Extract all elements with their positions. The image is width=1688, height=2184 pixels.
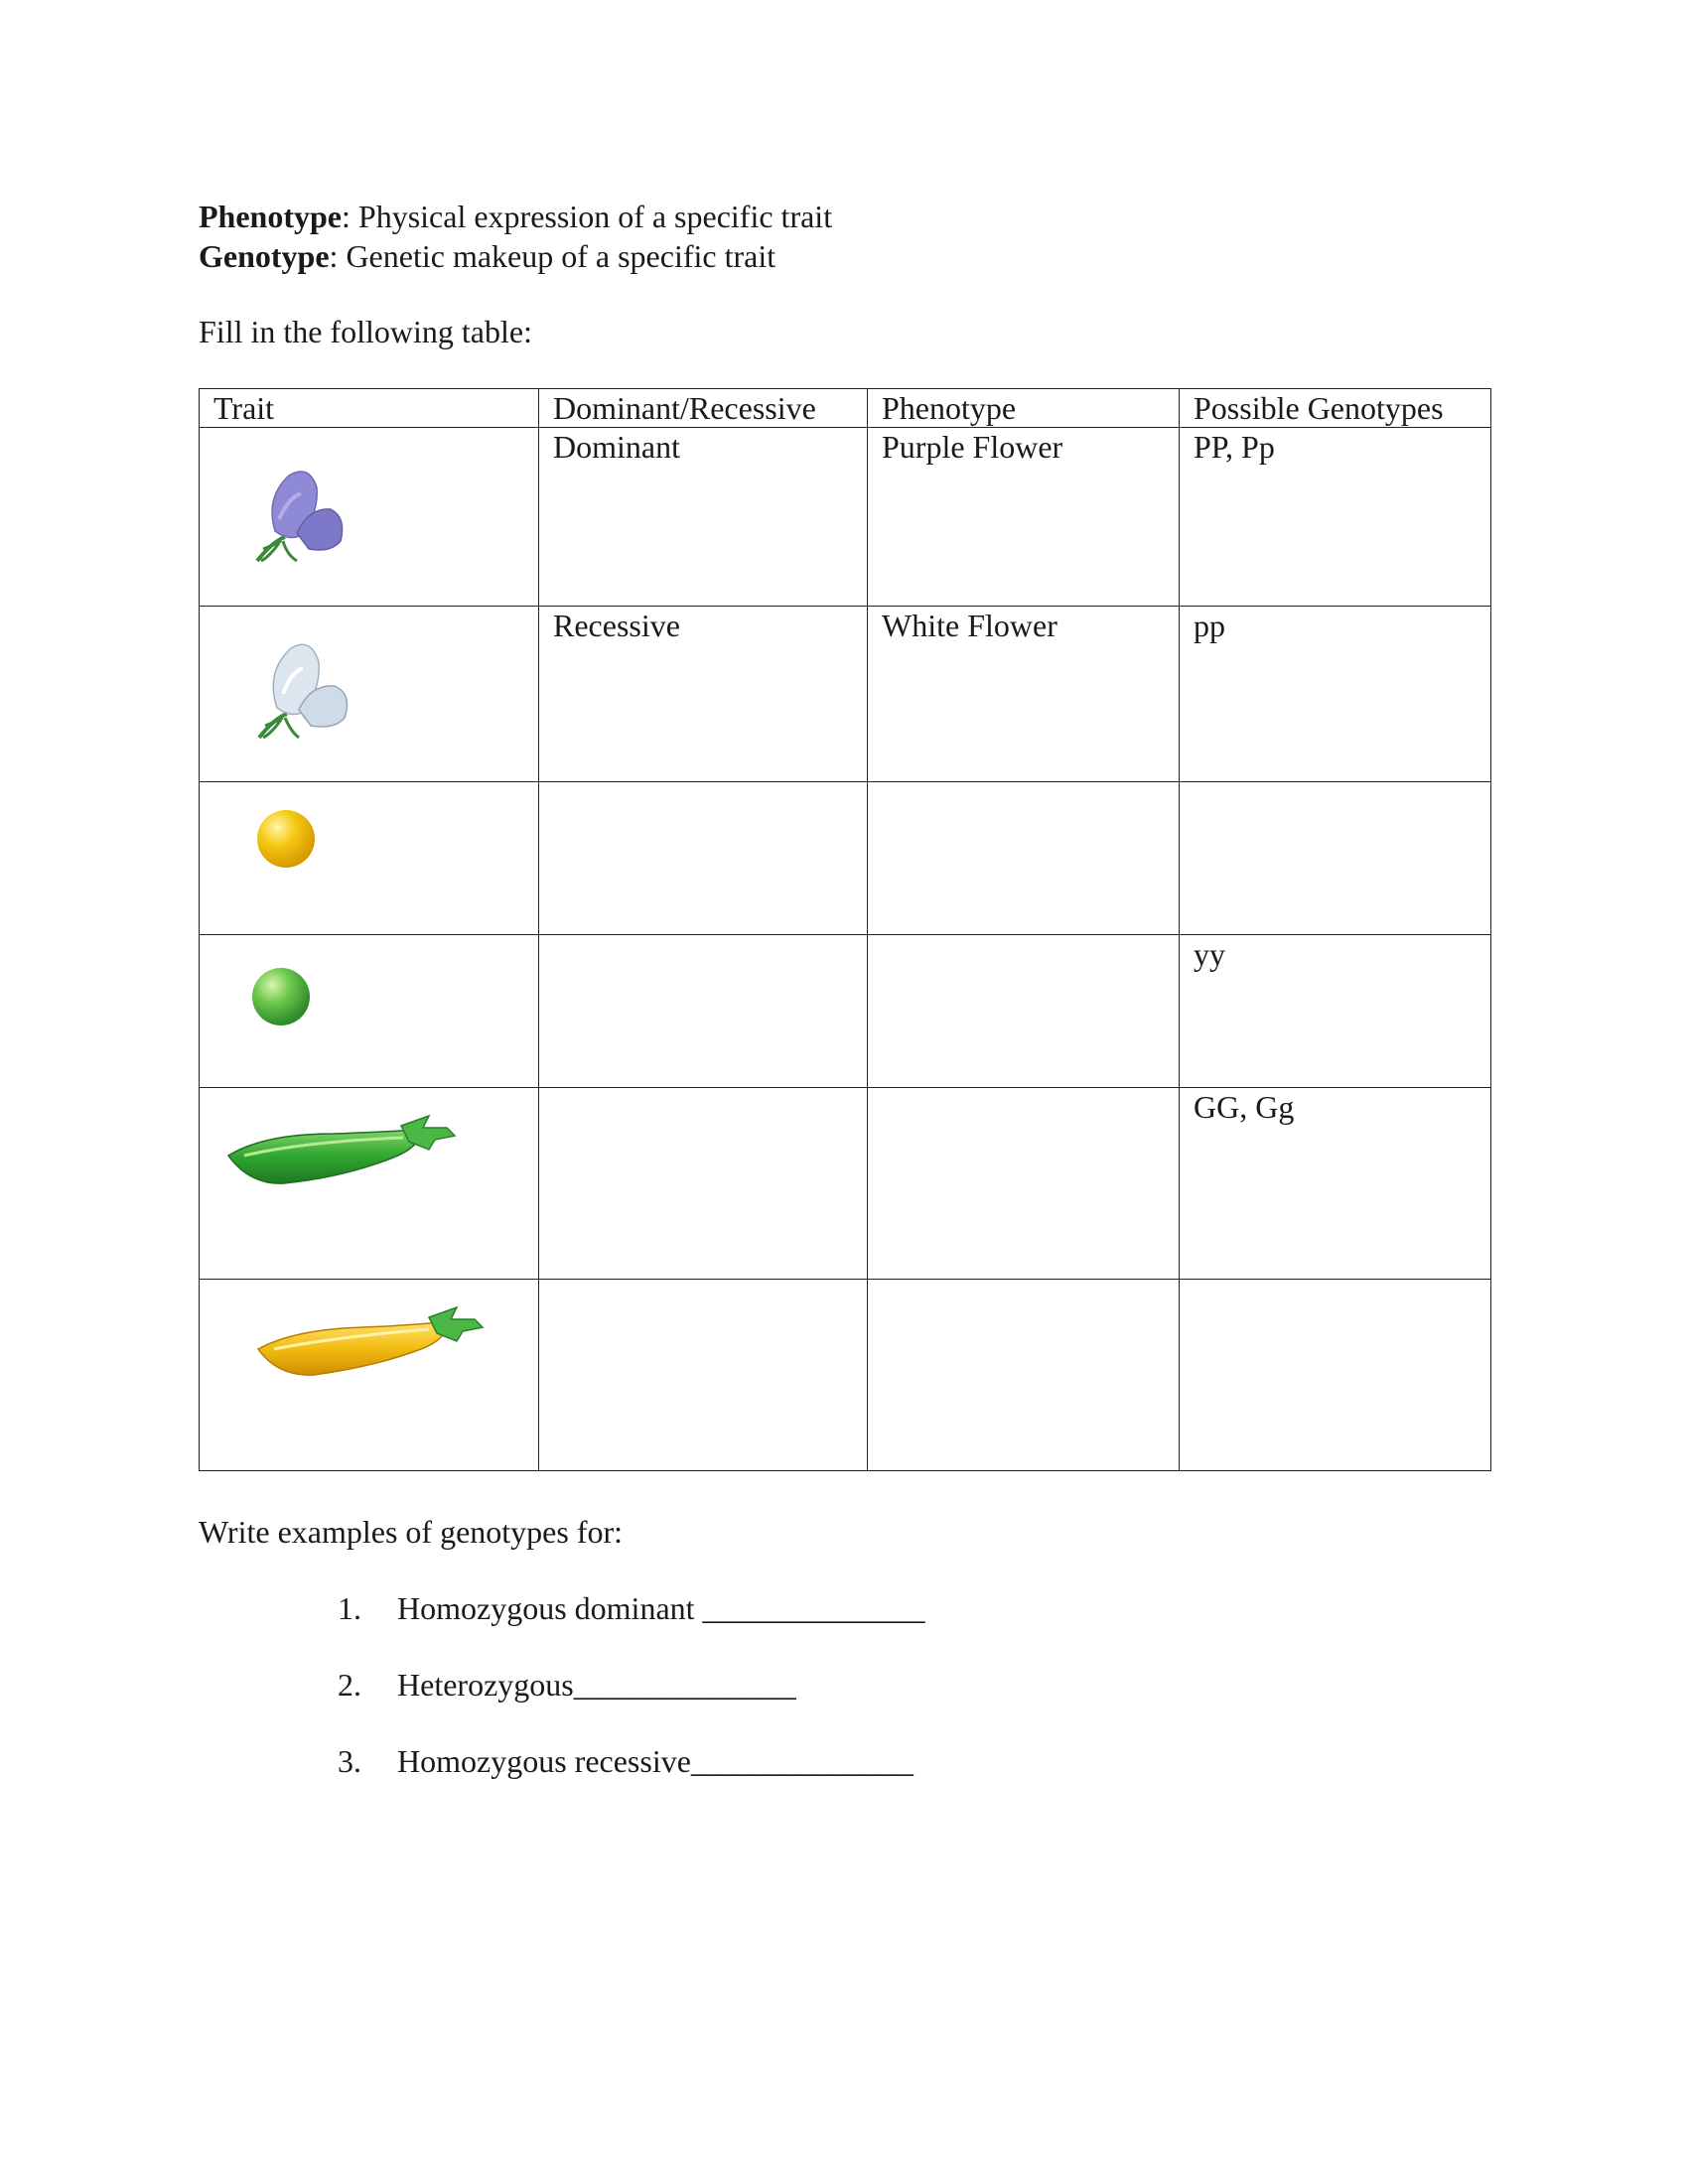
genotype-text: : Genetic makeup of a specific trait [329,238,776,274]
phenotype-cell [868,1280,1180,1471]
trait-cell [200,935,539,1088]
dominance-cell [539,782,868,935]
header-phenotype: Phenotype [868,389,1180,428]
heterozygous-blank: Heterozygous______________ [397,1667,796,1703]
purple-flower-icon [239,458,358,577]
header-genotypes: Possible Genotypes [1180,389,1491,428]
phenotype-cell [868,1088,1180,1280]
genotype-cell: GG, Gg [1180,1088,1491,1280]
list-item [338,1665,925,1741]
green-pea-icon [249,965,313,1028]
item-number: 2. [338,1667,361,1703]
white-flower-icon [239,626,368,755]
phenotype-text: : Physical expression of a specific trait [342,199,833,234]
phenotype-definition [199,197,832,236]
table-header-row [200,389,1491,428]
genotype-cell [1180,1280,1491,1471]
genotype-cell: pp [1180,607,1491,782]
trait-cell [200,607,539,782]
trait-cell [200,1088,539,1280]
genotype-term: Genotype [199,238,330,274]
list-item [338,1588,925,1665]
table-row [200,1088,1491,1280]
table-row [200,607,1491,782]
green-pod-icon [224,1108,463,1197]
yellow-pea-icon [254,807,318,871]
examples-prompt: Write examples of genotypes for: [199,1514,624,1550]
genotype-cell: yy [1180,935,1491,1088]
list-item [338,1741,925,1818]
header-dominance: Dominant/Recessive [539,389,868,428]
table-row [200,935,1491,1088]
trait-cell [200,782,539,935]
homozygous-recessive-blank: Homozygous recessive______________ [397,1743,914,1779]
trait-cell [200,428,539,607]
item-number: 1. [338,1590,361,1626]
genotype-definition [199,236,832,276]
definitions [199,197,832,276]
table-instruction: Fill in the following table: [199,314,532,349]
phenotype-cell [868,935,1180,1088]
dominance-cell [539,1280,868,1471]
examples-list [338,1588,925,1818]
dominance-cell: Dominant [539,428,868,607]
table-row [200,1280,1491,1471]
traits-table [199,388,1491,1471]
phenotype-cell: White Flower [868,607,1180,782]
dominance-cell [539,1088,868,1280]
table-row [200,428,1491,607]
homozygous-dominant-blank: Homozygous dominant ______________ [397,1590,925,1626]
genotype-cell: PP, Pp [1180,428,1491,607]
trait-cell [200,1280,539,1471]
phenotype-cell [868,782,1180,935]
phenotype-cell: Purple Flower [868,428,1180,607]
header-trait: Trait [200,389,539,428]
yellow-pod-icon [254,1299,492,1389]
item-number: 3. [338,1743,361,1779]
dominance-cell [539,935,868,1088]
dominance-cell: Recessive [539,607,868,782]
phenotype-term: Phenotype [199,199,342,234]
genotype-cell [1180,782,1491,935]
table-row [200,782,1491,935]
